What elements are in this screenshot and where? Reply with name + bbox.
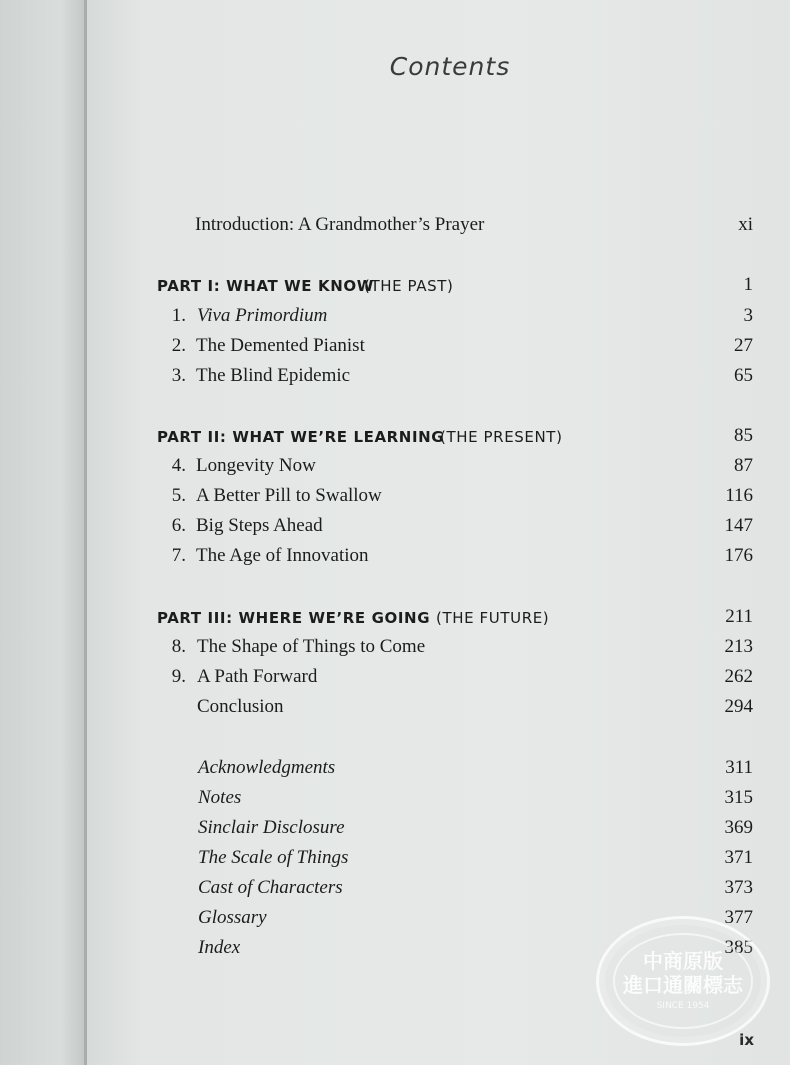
chapter-title: The Age of Innovation [196, 545, 369, 566]
toc-entry-page: 87 [734, 455, 753, 476]
toc-entry-conclusion[interactable] [0, 696, 790, 726]
toc-part-2[interactable] [0, 425, 790, 455]
chapter-number: 8. [171, 636, 186, 657]
toc-back-matter-item[interactable] [0, 877, 790, 907]
toc-entry-page: 1 [743, 274, 753, 295]
toc-chapter-5[interactable] [0, 485, 790, 515]
toc-entry-page: 27 [734, 335, 753, 356]
toc-entry-page: 311 [725, 757, 753, 778]
part-subtitle: (THE FUTURE) [436, 609, 550, 627]
chapter-title: The Blind Epidemic [196, 365, 351, 386]
chapter-number: 5. [171, 485, 186, 506]
toc-entry-page: 294 [724, 696, 753, 717]
toc-entry-page: 116 [725, 485, 753, 506]
toc-entry-label: Introduction: A Grandmother’s Prayer [195, 214, 485, 235]
part-heading: PART I: WHAT WE KNOW [157, 277, 374, 295]
toc-back-matter-item[interactable] [0, 787, 790, 817]
chapter-title: Big Steps Ahead [196, 515, 323, 536]
toc-entry-page: 371 [724, 847, 753, 868]
chapter-number: 7. [171, 545, 186, 566]
chapter-title: A Better Pill to Swallow [196, 485, 382, 506]
chapter-number: 2. [171, 335, 186, 356]
chapter-number: 1. [171, 305, 186, 326]
toc-entry-label: Index [198, 937, 241, 958]
part-heading: PART II: WHAT WE’RE LEARNING [157, 428, 445, 446]
chapter-number: 4. [171, 455, 186, 476]
toc-chapter-1[interactable] [0, 305, 790, 335]
part-subtitle: (THE PRESENT) [440, 428, 563, 446]
toc-part-1[interactable] [0, 274, 790, 304]
stamp-line-2: 進口通關標志 [623, 973, 743, 997]
toc-entry-page: 85 [734, 425, 753, 446]
toc-chapter-4[interactable] [0, 455, 790, 485]
stamp-line-1: 中商原版 [643, 949, 723, 973]
chapter-title: The Demented Pianist [196, 335, 365, 356]
toc-back-matter-item[interactable] [0, 817, 790, 847]
toc-entry-page: 65 [734, 365, 753, 386]
toc-entry-page: 176 [724, 545, 753, 566]
toc-entry-label: Glossary [198, 907, 267, 928]
toc-entry-page: 385 [724, 937, 753, 958]
toc-entry-page: 262 [724, 666, 753, 687]
chapter-title: Longevity Now [196, 455, 316, 476]
page-title: Contents [389, 52, 511, 81]
chapter-title: Viva Primordium [197, 305, 328, 326]
toc-entry-label: Notes [198, 787, 242, 808]
toc-entry-page: 373 [724, 877, 753, 898]
part-subtitle: (THE PAST) [364, 277, 454, 295]
toc-chapter-9[interactable] [0, 666, 790, 696]
toc-entry-page: 3 [743, 305, 753, 326]
toc-entry-page: 213 [724, 636, 753, 657]
toc-chapter-2[interactable] [0, 335, 790, 365]
toc-entry-label: Acknowledgments [198, 757, 336, 778]
toc-chapter-8[interactable] [0, 636, 790, 666]
toc-back-matter-item[interactable] [0, 757, 790, 787]
toc-entry-page: 147 [724, 515, 753, 536]
toc-back-matter-item[interactable] [0, 847, 790, 877]
toc-entry-label: Conclusion [197, 696, 284, 717]
chapter-number: 6. [171, 515, 186, 536]
toc-chapter-7[interactable] [0, 545, 790, 575]
toc-entry-introduction[interactable] [0, 214, 790, 244]
chapter-number: 9. [171, 666, 186, 687]
toc-entry-page: xi [738, 214, 753, 235]
chapter-title: A Path Forward [197, 666, 318, 687]
toc-entry-label: The Scale of Things [198, 847, 349, 868]
toc-entry-page: 315 [724, 787, 753, 808]
page-number: ix [739, 1031, 754, 1049]
part-heading: PART III: WHERE WE’RE GOING [157, 609, 431, 627]
toc-entry-page: 211 [725, 606, 753, 627]
stamp-small-text: SINCE 1954 [656, 1001, 710, 1011]
toc-entry-page: 369 [724, 817, 753, 838]
chapter-title: The Shape of Things to Come [197, 636, 426, 657]
toc-chapter-6[interactable] [0, 515, 790, 545]
chapter-number: 3. [171, 365, 186, 386]
toc-entry-label: Cast of Characters [198, 877, 343, 898]
toc-entry-page: 377 [724, 907, 753, 928]
toc-part-3[interactable] [0, 606, 790, 636]
toc-chapter-3[interactable] [0, 365, 790, 395]
import-watermark-stamp [596, 916, 770, 1046]
toc-entry-label: Sinclair Disclosure [198, 817, 345, 838]
stamp-text [599, 949, 767, 997]
